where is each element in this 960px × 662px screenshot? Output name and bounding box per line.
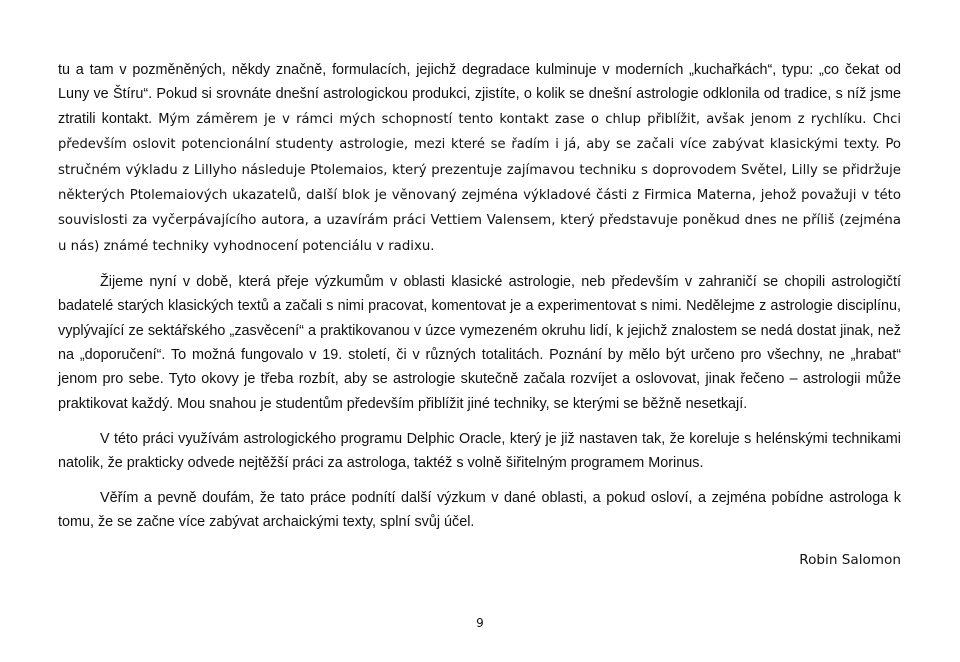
paragraph-4: Věřím a pevně doufám, že tato práce podnítí další výzkum v dané oblasti, a pokud osloví, a zejména pobídne astrologa k tomu, že se začne více zabývat archaickými texty, splní svůj účel. — [58, 490, 901, 531]
paragraph-2: Žijeme nyní v době, která přeje výzkumům v oblasti klasické astrologie, neb především v zahraničí se chopili astrologičtí badatelé starých klasických textů a začali s nimi pracovat, komentovat je a experimentovat s nimi. Nedělejme z astrologie disciplínu, vyplývající ze sektářského „zasvěcení“ a praktikovanou v úzce vymezeném okruhu lidí, k jejichž znalostem se nedá dostat jinak, než na „doporučení“. To možná fungovalo v 19. století, či v různých totalitách. Poznání by mělo být určeno pro všechny, ne „hrabat“ jenom pro sebe. Tyto okovy je třeba rozbít, aby se astrologie skutečně začala rozvíjet a oslovovat, jinak řečeno – astrologii může praktikovat každý. Mou snahou je studentům především přiblížit jiné techniky, se kterými se běžně nesetkají. — [58, 273, 901, 412]
paragraph-1 — [58, 58, 901, 259]
paragraph-3: V této práci využívám astrologického programu Delphic Oracle, který je již nastaven tak, že koreluje s helénskými technikami natolik, že prakticky odvede nejtěžší práci za astrologa, taktéž s volně šiřitelným programem Morinus. — [58, 430, 901, 472]
paragraph-1-part-a: tu a tam v pozměněných, někdy značně, formulacích, jejichž degradace kulminuje v moderních „kuchařkách“, typu: „co čekat od Luny ve Štíru“. Pokud si srovnáte dnešní astrologickou produkci, zjistíte, o kolik se dnešní astrologie odklonila od tradice, s níž jsme ztratili kontakt. — [58, 62, 901, 127]
document-page — [58, 58, 901, 572]
author-signature: Robin Salomon — [799, 551, 901, 568]
page-number: 9 — [476, 616, 484, 630]
paragraph-1-part-c: Po stručném výkladu z Lillyho následuje Ptolemaios, který prezentuje zajímavou techniku s doprovodem Světel, Lilly se přidržuje některých Ptolemaiových ukazatelů, další blok je věnovaný zejména výkladové části z Firmica Materna, jehož považuji v této souvislosti za vyčerpávajícího autora, a uzavírám práci Vettiem Valensem, který představuje poněkud dnes ne příliš (zejména u nás) známé techniky vyhodnocení potenciálu v radixu. — [58, 137, 901, 254]
paragraph-1-part-b: Mým záměrem je v rámci mých schopností tento kontakt zase o chlup přiblížit, avšak jenom z rychlíku. Chci především oslovit potencionální studenty astrologie, mezi které se řadím i já, aby se začali více zabývat klasickými texty. — [58, 111, 901, 153]
